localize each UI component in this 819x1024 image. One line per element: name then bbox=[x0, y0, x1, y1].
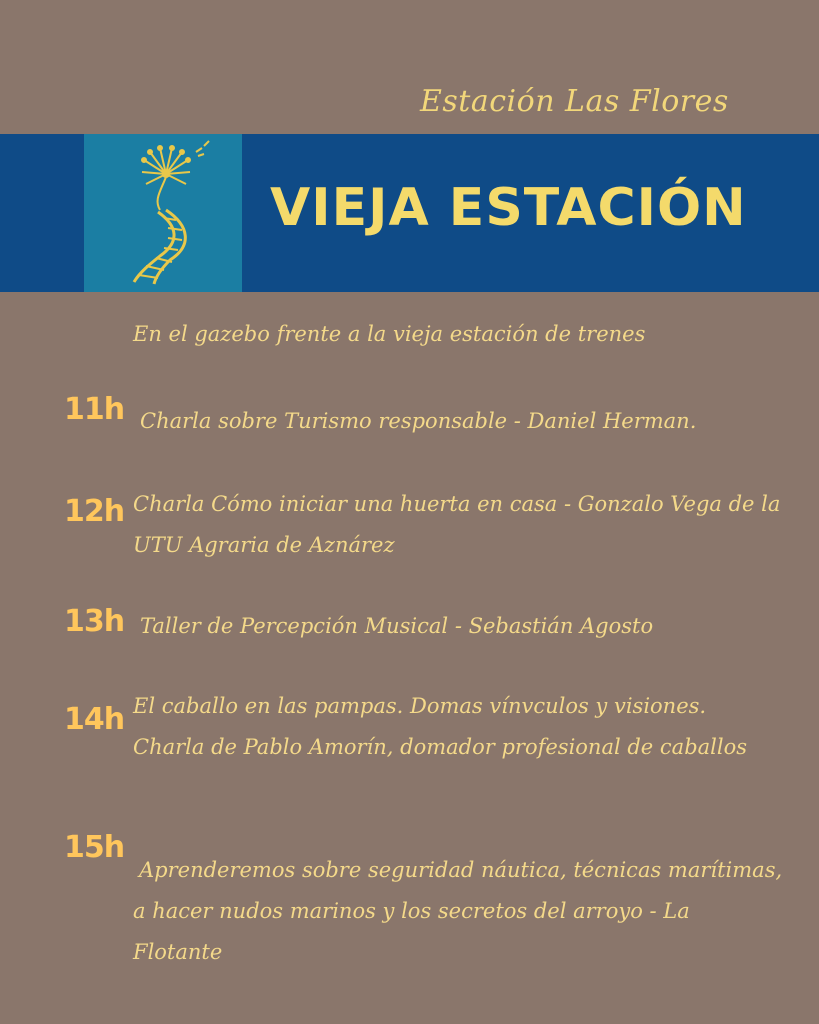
schedule-description: Aprenderemos sobre seguridad náutica, técnicas marítimas, a hacer nudos marinos y los secretos del arroyo - La Flotante bbox=[133, 858, 783, 964]
dandelion-railroad-logo-icon bbox=[84, 134, 242, 292]
venue-subtitle: En el gazebo frente a la vieja estación de trenes bbox=[133, 322, 646, 346]
schedule-description: Charla Cómo iniciar una huerta en casa - Gonzalo Vega de la UTU Agraria de Aznárez bbox=[133, 492, 781, 557]
banner-title: VIEJA ESTACIÓN bbox=[270, 178, 747, 238]
schedule-hour: 11h bbox=[64, 392, 125, 427]
schedule-description: El caballo en las pampas. Domas vínvculos y visiones. Charla de Pablo Amorín, domador profesional de caballos bbox=[133, 694, 748, 759]
schedule-hour: 15h bbox=[64, 830, 125, 865]
schedule-hour: 14h bbox=[64, 702, 125, 737]
schedule-hour: 12h bbox=[64, 494, 125, 529]
schedule-description: Charla sobre Turismo responsable - Daniel Herman. bbox=[140, 409, 697, 433]
schedule-description: Taller de Percepción Musical - Sebastián Agosto bbox=[140, 614, 654, 638]
script-title: Estación Las Flores bbox=[420, 84, 729, 119]
schedule-hour: 13h bbox=[64, 604, 125, 639]
